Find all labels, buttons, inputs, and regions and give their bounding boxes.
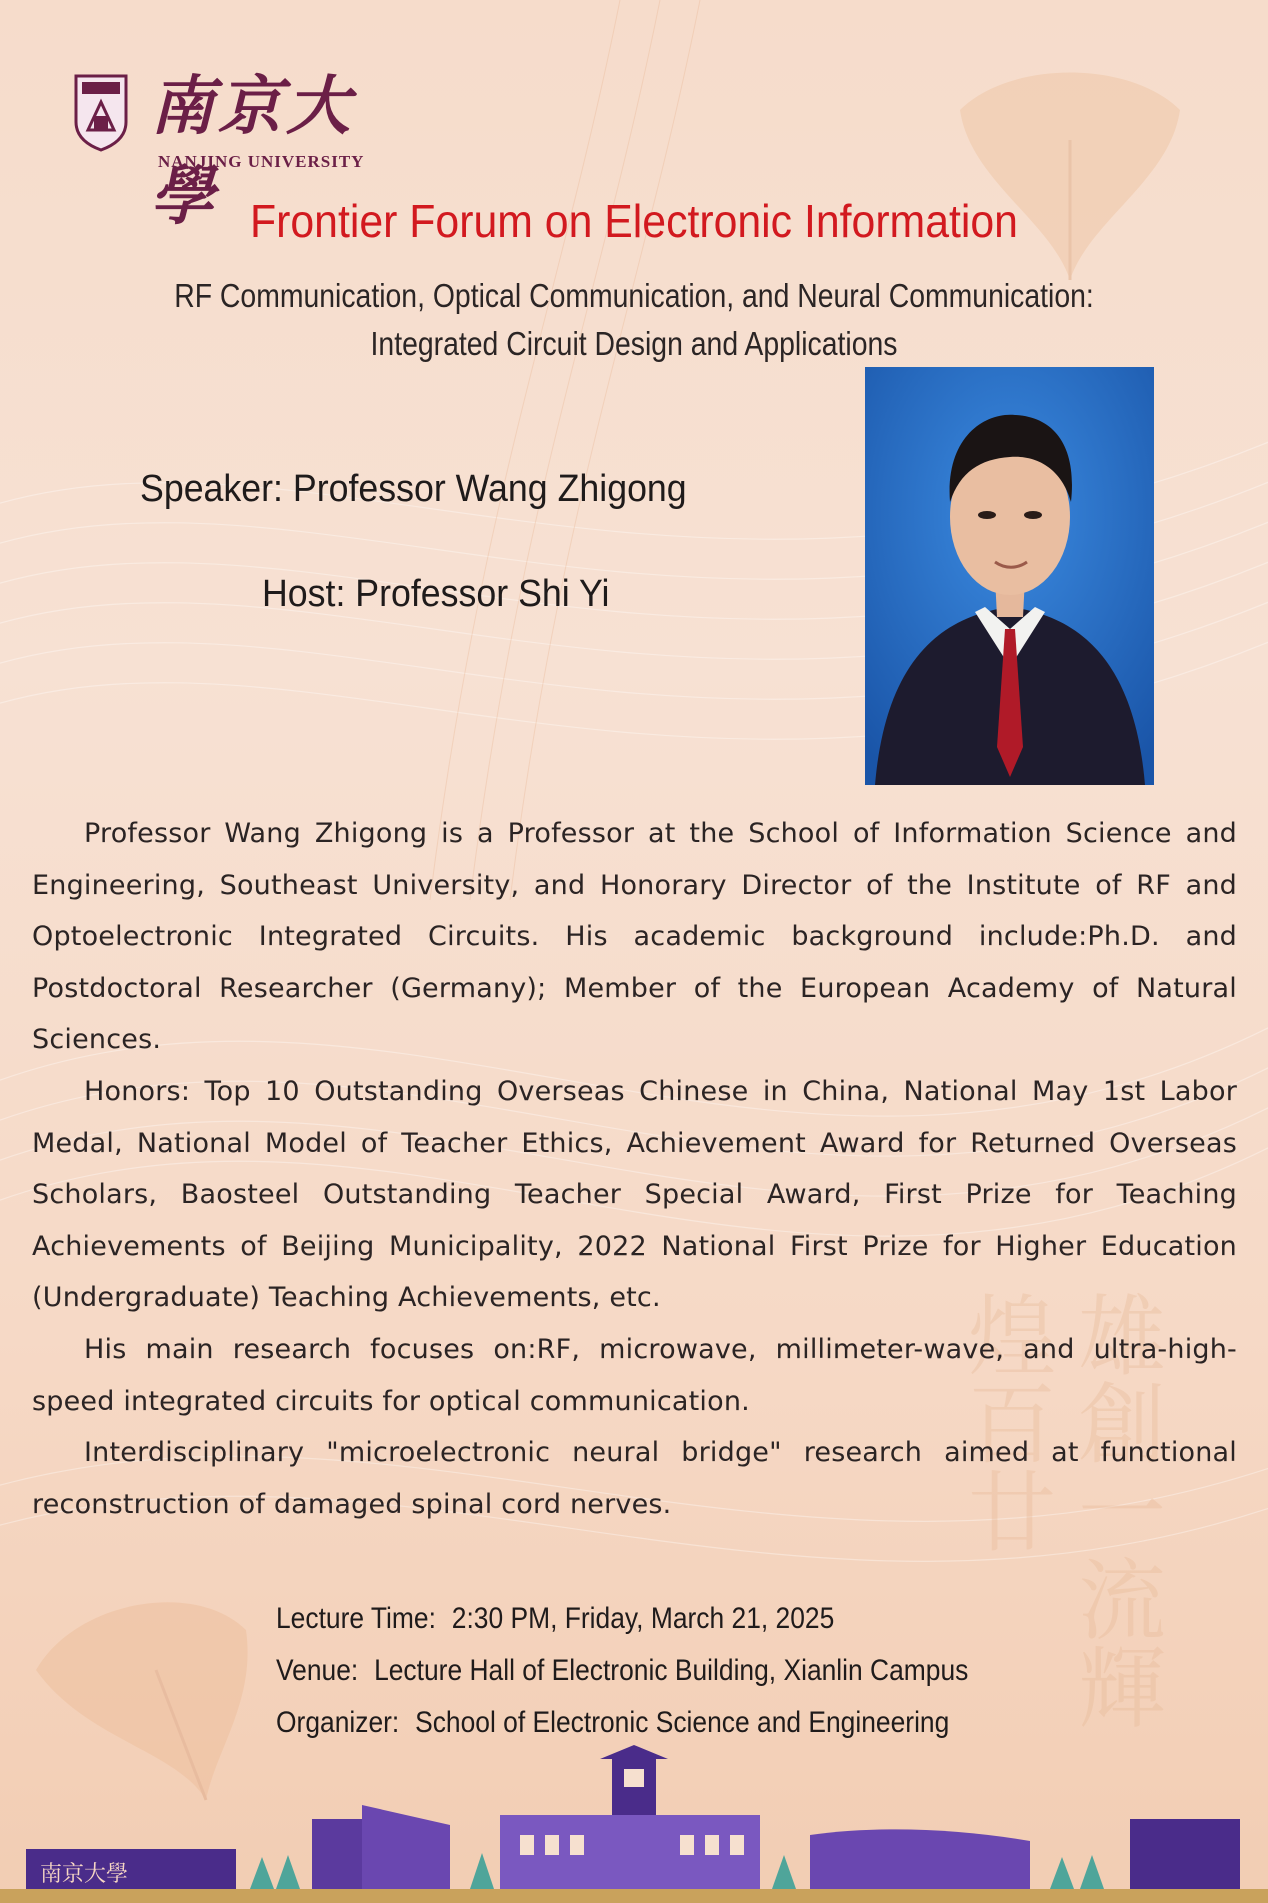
lecture-time xyxy=(276,1602,1068,1636)
university-logo-chinese: 南京大學 xyxy=(150,69,354,234)
host-name: Host: Professor Shi Yi xyxy=(262,573,610,615)
venue-label: Venue: xyxy=(276,1654,359,1687)
forum-title: Frontier Forum on Electronic Information xyxy=(250,195,1018,247)
university-logo-english: NANJING UNIVERSITY xyxy=(158,152,365,171)
bio-paragraph-research: His main research focuses on:RF, microwave, millimeter-wave, and ultra-high-speed integrated circuits for optical communication. xyxy=(32,1333,1237,1417)
bio-paragraph-honors: Honors: Top 10 Outstanding Overseas Chinese in China, National May 1st Labor Medal, National Model of Teacher Ethics, Achievement Award for Returned Overseas Scholars, Baosteel Outstanding Teacher Special Award, First Prize for Teaching Achievements of Beijing Municipality, 2022 National First Prize for Higher Education (Undergraduate) Teaching Achievements, etc. xyxy=(32,1075,1237,1314)
ginkgo-leaf-icon xyxy=(930,20,1210,300)
speaker-name: Speaker: Professor Wang Zhigong xyxy=(140,468,687,510)
university-emblem-icon xyxy=(72,72,130,152)
organizer-value: School of Electronic Science and Engineering xyxy=(415,1706,950,1739)
subtitle-line-1: RF Communication, Optical Communication, and Neural Communication: xyxy=(174,277,1094,314)
lecture-organizer xyxy=(276,1706,1068,1740)
venue-value: Lecture Hall of Electronic Building, Xianlin Campus xyxy=(374,1654,969,1687)
campus-skyline xyxy=(0,1745,1268,1903)
organizer-label: Organizer: xyxy=(276,1706,400,1739)
bio-paragraph-1: Professor Wang Zhigong is a Professor at the School of Information Science and Engineering, Southeast University, and Honorary Director of the Institute of RF and Optoelectronic Integrated Circuits. His academic background include:Ph.D. and Postdoctoral Researcher (Germany); Member of the European Academy of Natural Sciences. xyxy=(32,818,1237,1056)
lecture-venue xyxy=(276,1654,1068,1688)
lecture-subtitle xyxy=(140,272,1127,368)
lecture-time-label: Lecture Time: xyxy=(276,1602,436,1635)
lecture-time-value: 2:30 PM, Friday, March 21, 2025 xyxy=(451,1602,835,1635)
subtitle-line-2: Integrated Circuit Design and Applications xyxy=(370,325,898,362)
speaker-biography xyxy=(32,808,1237,1530)
decorative-calligraphy: 雄創一流輝煌百廿 xyxy=(954,1290,1167,1730)
skyline-logo-text: 南京大學 xyxy=(40,1862,129,1887)
bio-paragraph-interdisciplinary: Interdisciplinary "microelectronic neural bridge" research aimed at functional reconstruction of damaged spinal cord nerves. xyxy=(32,1437,1237,1520)
speaker-photo xyxy=(865,367,1154,785)
